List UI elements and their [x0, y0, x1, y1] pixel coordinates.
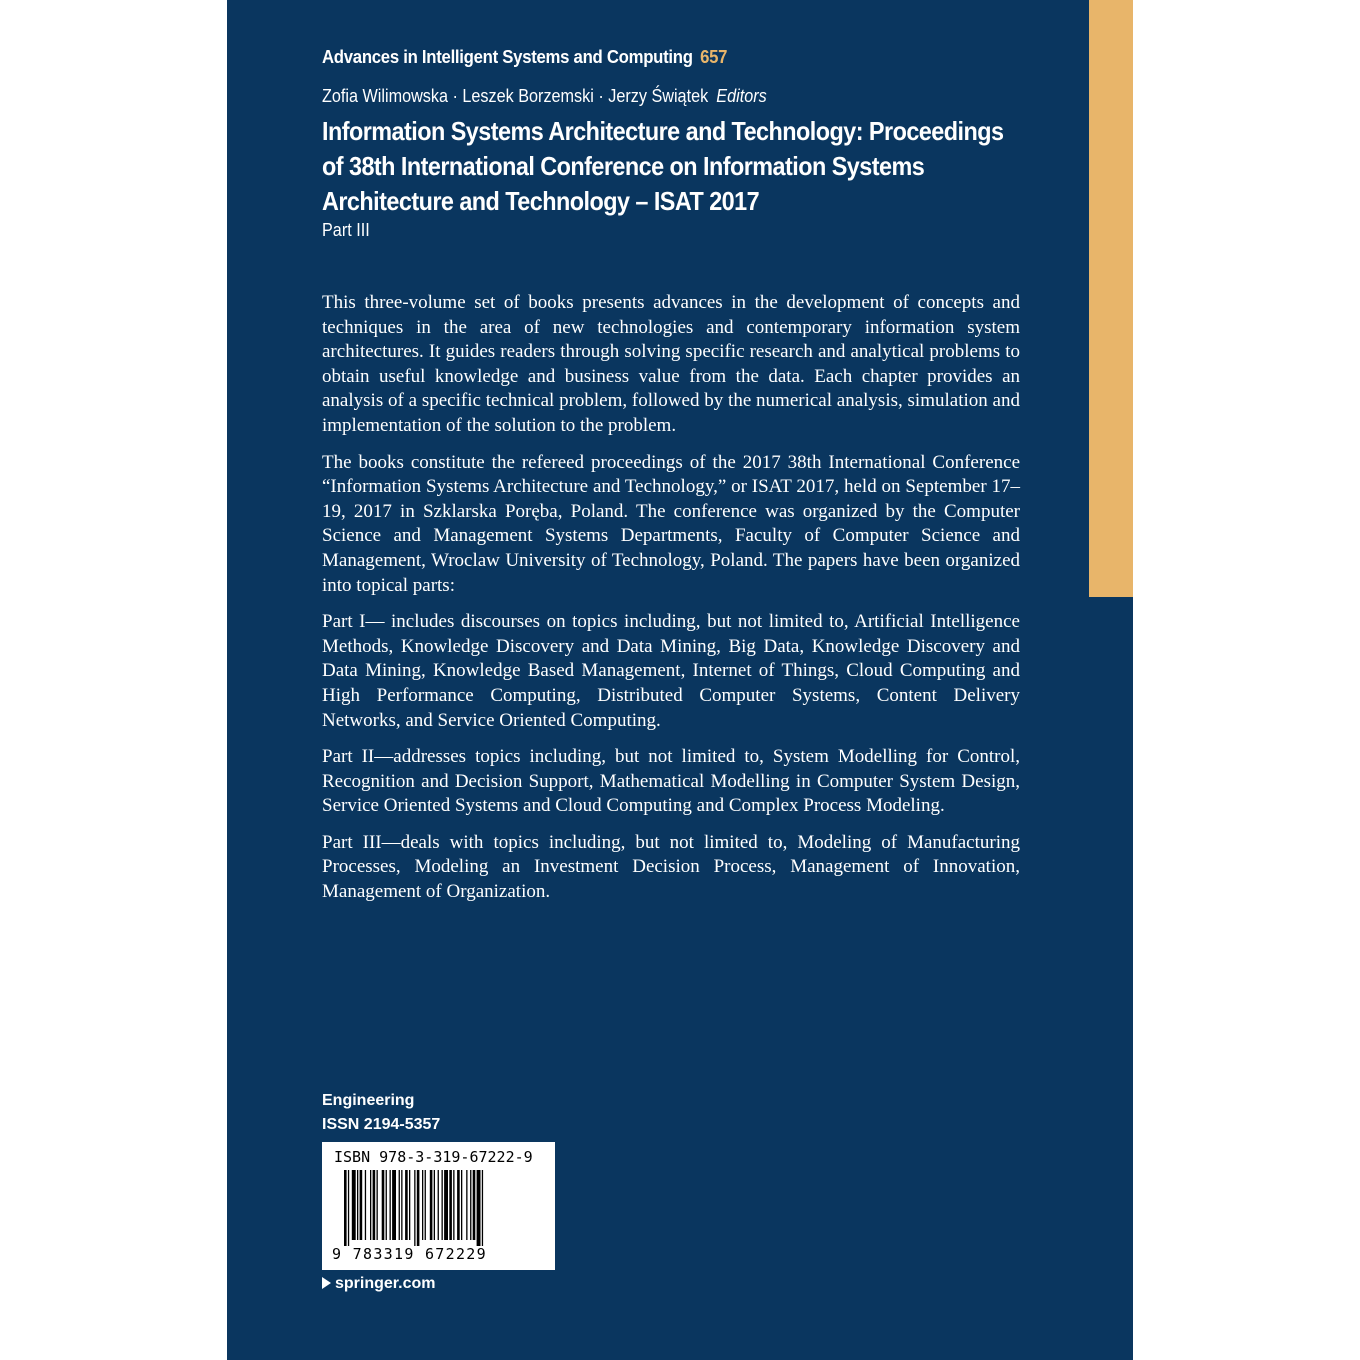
blurb-paragraph: The books constitute the refereed proceedings of the 2017 38th International Conference “Information Systems Architecture and Technology,” or ISAT 2017, held on September 17–19, 2017 in Szklarska Poręba, Poland. The conference was organized by the Computer Science and Management Systems Departments, Faculty of Computer Science and Management, Wroclaw University of Technology, Poland. The papers have been organized into topical parts:: [322, 451, 1020, 596]
barcode-bar: [357, 1170, 358, 1240]
barcode-bar: [473, 1170, 476, 1240]
barcode-bar: [352, 1170, 356, 1240]
editors-role: Editors: [716, 86, 767, 106]
blurb: [322, 291, 1020, 917]
isbn-label: ISBN 978-3-319-67222-9: [334, 1148, 533, 1166]
book-title: Information Systems Architecture and Technology: Proceedings of 38th International Conference on Information Systems Architecture and Technology – ISAT 2017: [322, 116, 1004, 216]
barcode-bar: [370, 1170, 371, 1240]
barcode-bar: [390, 1170, 391, 1240]
barcode-bars: [344, 1170, 534, 1246]
barcode-bar: [434, 1170, 435, 1240]
barcode-bar: [449, 1170, 452, 1240]
editor-names: Zofia Wilimowska · Leszek Borzemski · Jerzy Świątek: [322, 86, 709, 106]
barcode-bar: [457, 1170, 460, 1240]
blurb-paragraph: This three-volume set of books presents advances in the development of concepts and techniques in the area of new technologies and contemporary information system architectures. It guides readers through solving specific research and analytical problems to obtain useful knowledge and business value from the data. Each chapter provides an analysis of a specific technical problem, followed by the numerical analysis, simulation and implementation of the solution to the problem.: [322, 292, 1020, 436]
barcode-bar: [386, 1170, 387, 1240]
barcode-bar: [414, 1170, 415, 1246]
series-line: [322, 47, 727, 68]
barcode-bar: [477, 1170, 481, 1246]
barcode-bar: [482, 1170, 483, 1246]
barcode-bar: [466, 1170, 467, 1240]
editors-line: [322, 86, 767, 107]
barcode-bar: [438, 1170, 439, 1240]
barcode-bar: [442, 1170, 443, 1240]
barcode-bar: [409, 1170, 410, 1240]
barcode-bar: [373, 1170, 376, 1240]
barcode-bar: [360, 1170, 363, 1240]
arrow-icon: [322, 1277, 331, 1289]
barcode-bar: [422, 1170, 423, 1240]
blurb-paragraph: Part III—deals with topics including, but not limited to, Modeling of Manufacturing Processes, Modeling an Investment Decision Process, Management of Innovation, Management of Organization.: [322, 831, 1020, 903]
cover-footer: [322, 1089, 440, 1137]
series-number: 657: [700, 47, 728, 67]
barcode-bar: [453, 1170, 454, 1240]
barcode-bar: [430, 1170, 433, 1240]
accent-band: [1089, 0, 1133, 597]
barcode-bar: [405, 1170, 408, 1240]
publisher-link[interactable]: [322, 1275, 435, 1293]
blurb-paragraph: Part I— includes discourses on topics including, but not limited to, Artificial Intelligence Methods, Knowledge Discovery and Data Mining, Big Data, Knowledge Discovery and Data Mining, Knowledge Based Management, Internet of Things, Cloud Computing and High Performance Computing, Distributed Computer Systems, Content Delivery Networks, and Service Oriented Computing.: [322, 611, 1020, 731]
category-label: Engineering: [322, 1092, 415, 1109]
barcode-bar: [348, 1170, 349, 1246]
barcode-bar: [401, 1170, 402, 1240]
isbn-barcode: [322, 1142, 555, 1270]
barcode-bar: [425, 1170, 426, 1240]
barcode-bar: [470, 1170, 471, 1240]
book-subtitle: Part III: [322, 220, 370, 240]
issn-label: ISSN 2194-5357: [322, 1116, 441, 1133]
blurb-paragraph: Part II—addresses topics including, but not limited to, System Modelling for Control, Recognition and Decision Support, Mathematical Modelling in Computer System Design, Service Oriented Systems and Cloud Computing and Complex Process Modeling.: [322, 746, 1020, 817]
barcode-bar: [399, 1170, 400, 1240]
barcode-bar: [392, 1170, 396, 1240]
barcode-bar: [365, 1170, 366, 1240]
barcode-digits: 9 783319 672229: [332, 1245, 487, 1263]
barcode-bar: [377, 1170, 378, 1240]
barcode-bar: [417, 1170, 420, 1246]
publisher-link-text: springer.com: [335, 1275, 436, 1292]
barcode-bar: [461, 1170, 462, 1240]
barcode-bar: [382, 1170, 385, 1240]
barcode-bar: [444, 1170, 448, 1240]
series-name: Advances in Intelligent Systems and Computing: [322, 47, 693, 67]
barcode-bar: [344, 1170, 347, 1246]
